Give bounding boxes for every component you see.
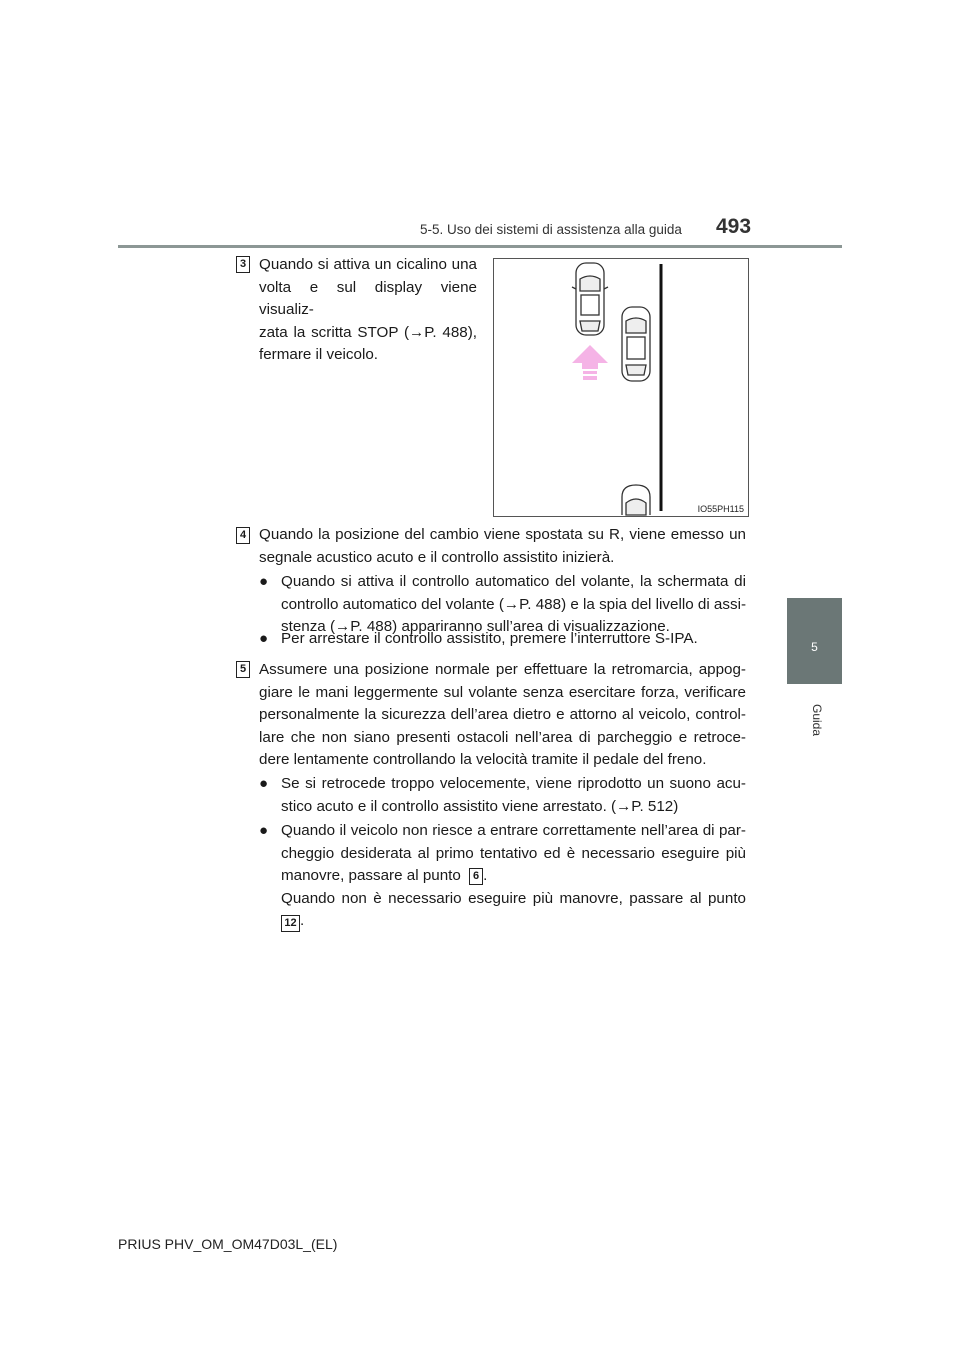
bullet-line: stenza (→P. 488) appariranno sull’area di visualizzazione. [281, 618, 670, 635]
parked-vehicle-icon [622, 307, 650, 381]
chapter-label: Guida [810, 703, 824, 737]
period: . [483, 867, 488, 884]
rear-vehicle-icon [622, 485, 650, 515]
bullet-line: cheggio desiderata al primo tentativo ed è necessario eseguire più [281, 844, 746, 862]
bullet-line: controllo automatico del volante (→P. 488) e la spia del livello di assi- [281, 595, 746, 613]
step-5-line: dere lentamente controllando la velocità tramite il pedale del freno. [259, 751, 707, 768]
bullet-icon: ● [259, 822, 269, 839]
period: . [300, 912, 305, 929]
step-ref-badge-6[interactable]: 6 [469, 868, 483, 885]
step-4-line: segnale acustico acuto e il controllo assistito inizierà. [259, 548, 615, 566]
bullet-line [281, 865, 746, 888]
step-5-line: giare le mani leggermente sul volante senza esercitare forza, verificare [259, 683, 746, 701]
parking-diagram [494, 259, 748, 516]
step-4-line: Quando la posizione del cambio viene spostata su R, viene emesso un [259, 526, 746, 543]
page-number: 493 [716, 215, 752, 238]
step-4-text [259, 524, 746, 569]
step-3-line: volta e sul display viene visualiz- [259, 278, 477, 318]
bullet-line: Se si retrocede troppo velocemente, viene riprodotto un suono acu- [281, 775, 746, 792]
step-4-bullet-2 [281, 628, 746, 651]
bullet-line: stico acuto e il controllo assistito viene arrestato. (→P. 512) [281, 797, 679, 815]
parking-illustration [493, 258, 749, 517]
header-divider [118, 245, 842, 248]
step-5-text [259, 659, 746, 772]
step-3-line: Quando si attiva un cicalino una [259, 256, 477, 273]
step-badge-3: 3 [236, 256, 250, 273]
step-5-bullet-1 [281, 773, 746, 818]
step-3-text [259, 254, 477, 367]
step-5-line: lare che non siano presenti ostacoli nell’area di parcheggio e retroce- [259, 728, 746, 746]
document-code: PRIUS PHV_OM_OM47D03L_(EL) [118, 1236, 338, 1252]
step-5-bullet-2 [281, 820, 746, 933]
step-5-line: personalmente la sicurezza dell’area dietro e attorno al veicolo, control- [259, 706, 746, 723]
bullet-icon: ● [259, 630, 269, 647]
bullet-icon: ● [259, 775, 269, 792]
chapter-tab [787, 598, 842, 684]
figure-code: IO55PH115 [697, 504, 744, 514]
bullet-line: Quando si attiva il controllo automatico del volante, la schermata di [281, 573, 746, 590]
bullet-line: Per arrestare il controllo assistito, premere l’interruttore S-IPA. [281, 630, 698, 647]
step-3-line: fermare il veicolo. [259, 346, 379, 363]
header-section-title: 5-5. Uso dei sistemi di assistenza alla guida [420, 222, 682, 237]
step-badge-5: 5 [236, 661, 250, 678]
step-5-line: Assumere una posizione normale per effettuare la retromarcia, appog- [259, 661, 746, 678]
bullet-line-text: manovre, passare al punto [281, 867, 461, 884]
forward-arrow-icon [572, 345, 608, 380]
bullet-line: Quando non è necessario eseguire più manovre, passare al punto [281, 889, 746, 907]
chapter-number: 5 [811, 640, 818, 654]
step-3-line: zata la scritta STOP (→P. 488), [259, 323, 477, 341]
bullet-line: Quando il veicolo non riesce a entrare correttamente nell’area di par- [281, 822, 746, 839]
step-ref-badge-12[interactable]: 12 [281, 915, 300, 932]
bullet-line [281, 910, 746, 933]
bullet-icon: ● [259, 573, 269, 590]
step-badge-4: 4 [236, 527, 250, 544]
own-vehicle-icon [572, 263, 608, 335]
